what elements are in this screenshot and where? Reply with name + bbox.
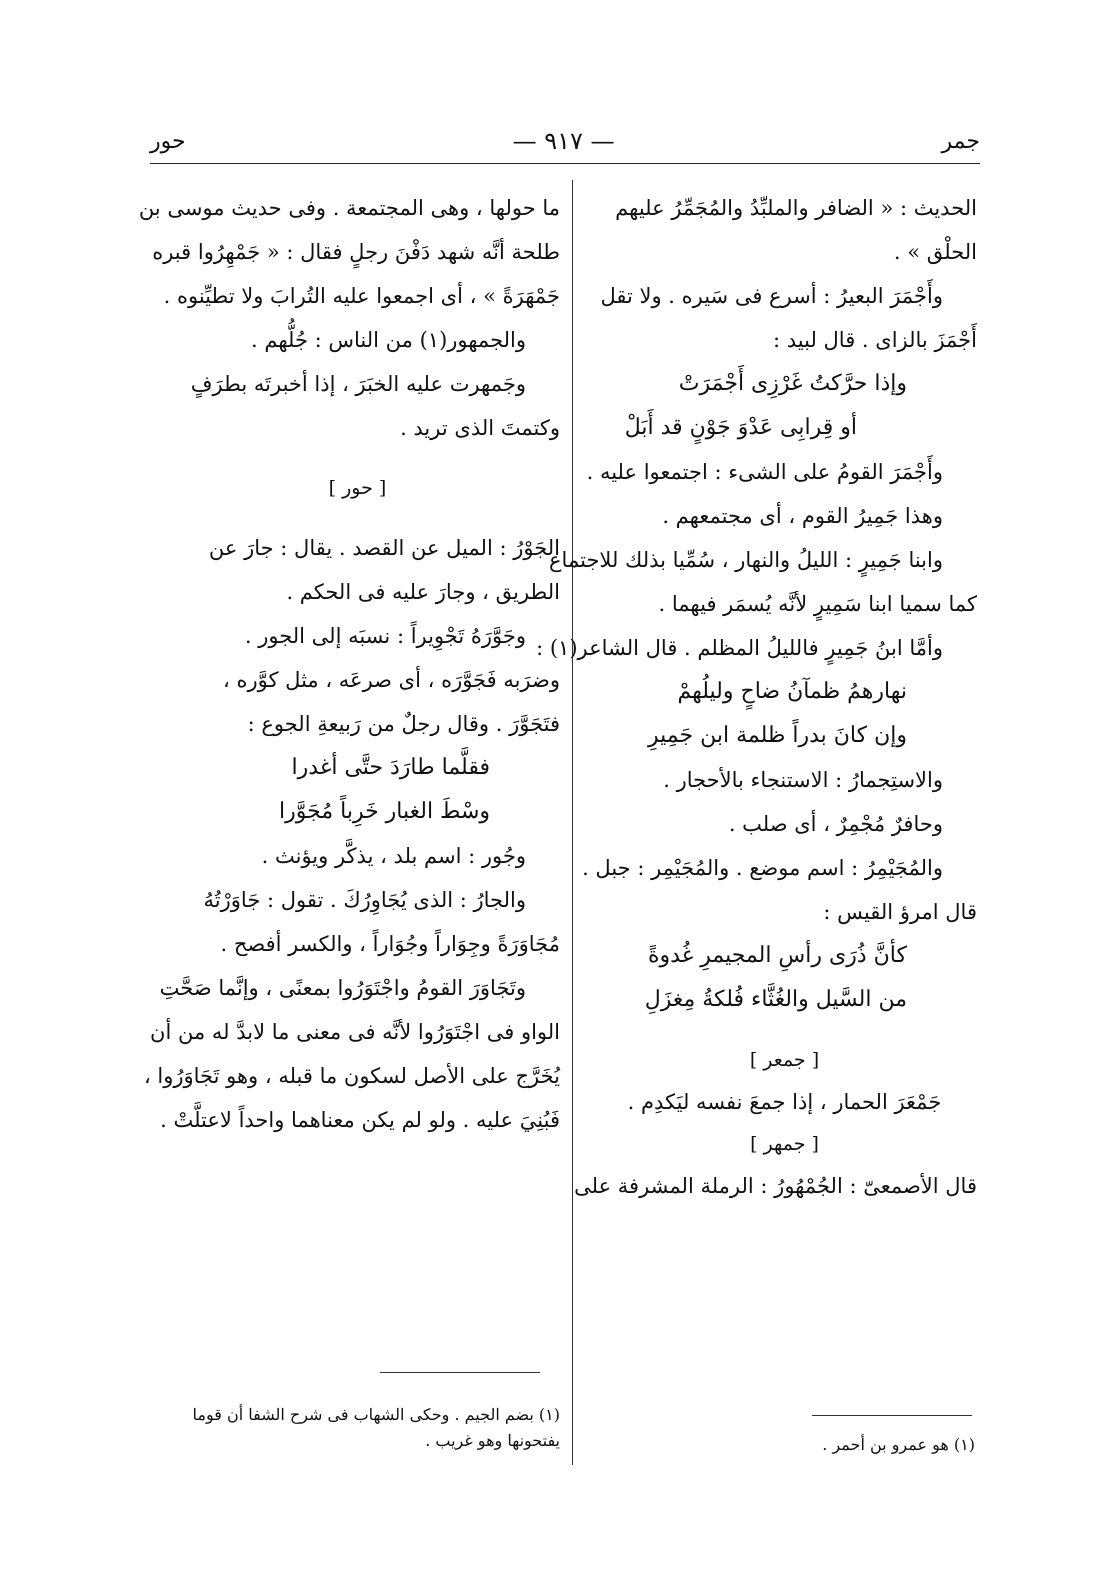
spacer: [155, 450, 560, 468]
text-line: والمُجَيْمِرُ : اسم موضع . والمُجَيْمِر : جبل .: [582, 856, 943, 880]
text-line: وكتمتَ الذى تريد .: [400, 416, 560, 440]
text-line: وتَجَاوَرَ القومُ واجْتَوَرُوا بمعنًى ، وإنَّما صَحَّتِ: [159, 976, 526, 1000]
right-column: [536, 186, 977, 1208]
verse-line: وإن كانَ بدراً ظلمة ابن جَمِيرِ: [648, 723, 907, 748]
text-line: جَمْعَرَ الحمار ، إذا جمعَ نفسه ليَكدِم .: [627, 1090, 942, 1114]
text-line: وجَمهرت عليه الخبَرَ ، إذا أخبرتَه بطرَفٍ: [190, 372, 526, 396]
text-line: يُخَرَّج على الأصل لسكون ما قبله ، وهو تَجَاوَرُوا ،: [143, 1064, 560, 1088]
text-line: الحديث : « الضافر والملبِّدُ والمُجَمِّرُ عليهم: [615, 196, 977, 220]
header-root-left: حور: [150, 128, 186, 154]
entry-heading: [ جمعر ]: [749, 1049, 820, 1071]
header-rule: [150, 163, 980, 164]
text-line: جَمْهَرَةً » ، أى اجمعوا عليه التُرابَ ولا تطيِّنوه .: [163, 284, 560, 308]
entry-heading: [ حور ]: [328, 477, 387, 499]
verse-line: فقلَّما طارَدَ حتَّى أغدرا: [291, 755, 490, 780]
verse-line: نهارهمُ ظمآنُ ضاحٍ وليلُهمْ: [677, 679, 907, 704]
text-line: وأَجْمَرَ القومُ على الشىء : اجتمعوا عليه .: [586, 460, 943, 484]
entry-heading: [ جمهر ]: [750, 1133, 819, 1155]
text-line: طلحة أنَّه شهد دَفْنَ رجلٍ فقال : « جَمْهِرُوا قبره: [152, 240, 560, 264]
text-line: كما سميا ابنا سَمِيرٍ لأنَّه يُسمَر فيهما .: [658, 592, 977, 616]
verse-line: وسْطَ الغبار خَرِباً مُجَوَّرا: [279, 799, 490, 824]
text-line: مُجَاوَرَةً وجِوَاراً وجُوَاراً ، والكسر أفصح .: [220, 932, 560, 956]
footnote-rule-left: [380, 1372, 540, 1373]
text-line: فَبُنِيَ عليه . ولو لم يكن معناهما واحداً لاعتلَّتْ .: [160, 1108, 560, 1132]
text-line: وحافرٌ مُجْمِرٌ ، أى صلب .: [728, 812, 943, 836]
footnote-rule-right: [812, 1415, 972, 1416]
text-line: الجَوْرُ : الميل عن القصد . يقال : جارَ عن: [208, 536, 560, 560]
text-line: قال الأصمعىّ : الجُمْهُورُ : الرملة المشرفة على: [574, 1174, 977, 1198]
spacer: [592, 1022, 977, 1040]
text-line: فتَجَوَّرَ . وقال رجلٌ من رَبيعةِ الجوع :: [247, 712, 560, 736]
verse-line: أو قِرابِى عَدْوَ جَوْنٍ قد أَبَلْ: [624, 415, 857, 440]
left-column: [138, 186, 560, 1142]
footnote-right: (١) هو عمرو بن أحمر .: [822, 1435, 975, 1454]
header-root-right: جمر: [941, 128, 980, 154]
text-line: وضرَبه فَجَوَّرَه ، أى صرعَه ، مثل كوَّره ،: [223, 668, 560, 692]
text-line: الطريق ، وجارَ عليه فى الحكم .: [286, 580, 560, 604]
page-number: — ٩١٧ —: [512, 127, 615, 155]
text-line: والجمهور(١) من الناس : جُلُّهم .: [251, 328, 526, 352]
text-line: وهذا جَمِيرُ القوم ، أى مجتمعهم .: [662, 504, 943, 528]
footnote-left: (١) بضم الجيم . وحكى الشهاب فى شرح الشفا أن قوما يفتحونها وهو غريب .: [192, 1405, 560, 1450]
text-line: قال امرؤ القيس :: [823, 900, 977, 924]
text-line: وجَوَّرَهُ تَجْوِيراً : نسبَه إلى الجور .: [244, 624, 526, 648]
text-line: أَجْمَزَ بالزاى . قال لبيد :: [773, 328, 977, 352]
text-line: وأمَّا ابنُ جَمِيرٍ فالليلُ المظلم . قال الشاعر(١) :: [536, 636, 943, 660]
verse-line: من السَّيل والغُثَّاء فُلكةُ مِغزَلِ: [644, 987, 907, 1012]
page-header: [150, 120, 980, 162]
text-line: وابنا جَمِيرٍ : الليلُ والنهار ، سُمِّيا بذلك للاجتماع: [549, 548, 943, 572]
verse-line: كأنَّ ذُرَى رأسِ المجيمرِ غُدوةً: [648, 943, 907, 968]
text-line: وجُور : اسم بلد ، يذكَّر ويؤنث .: [261, 844, 526, 868]
text-line: وأَجْمَرَ البعيرُ : أسرع فى سَيره . ولا تقل: [600, 284, 943, 308]
text-line: الواو فى اجْتَوَرُوا لأنَّه فى معنى ما لابدَّ له من أن: [150, 1020, 560, 1044]
verse-line: وإذا حرَّكتُ غَرْزِى أَجْمَرَتْ: [678, 371, 907, 396]
text-line: والاستِجمارُ : الاستنجاء بالأحجار .: [663, 768, 943, 792]
text-line: ما حولها ، وهى المجتمعة . وفى حديث موسى بن: [138, 196, 560, 220]
text-line: والجارُ : الذى يُجَاوِرُكَ . تقول : جَاوَرْتُهُ: [203, 888, 526, 912]
column-divider: [572, 180, 573, 1465]
text-line: الحلْق » .: [893, 240, 977, 264]
spacer: [155, 508, 560, 526]
